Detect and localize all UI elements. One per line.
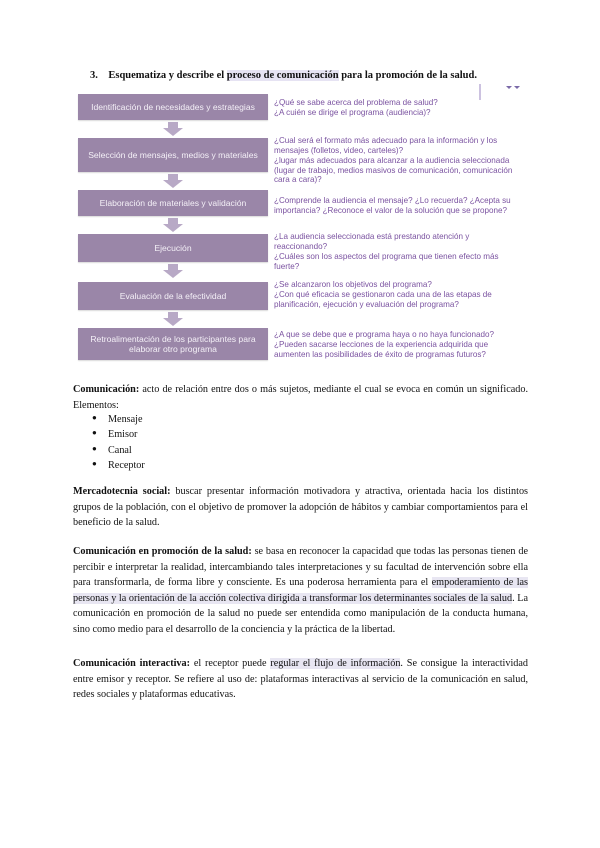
stage-questions-5: ¿Se alcanzaron los objetivos del programa? ¿Con qué eficacia se gestionaron cada una de las etapas de planificación, ejecución y evaluación del programa? [274,280,492,309]
promocion-paragraph [73,544,528,637]
interactiva-term: Comunicación interactiva: [73,658,190,669]
down-arrow-icon [163,218,183,232]
stage-box-2: Selección de mensajes, medios y materiales [78,138,268,172]
stage-box-3: Elaboración de materiales y validación [78,190,268,216]
stage-questions-1: ¿Qué se sabe acerca del problema de salud? ¿A cuién se dirige el programa (audiencia)? [274,98,438,117]
promocion-highlight: empoderamiento de las personas y la orientación de la acción colectiva dirigida a transformar los determinantes sociales de la salud [73,577,529,604]
interactiva-text-2: . Se consigue la interactividad entre emisor y receptor. Se refiere al uso de: plataformas interactivas al servicio de la comunicación en salud, redes sociales y plataformas educativas. [73,658,528,700]
comunicacion-paragraph [73,382,528,413]
interactiva-highlight: regular el flujo de información [270,658,401,669]
stage-box-1: Identificación de necesidades y estrategias [78,94,268,120]
interactiva-paragraph [73,656,528,703]
list-item: ● Emisor [92,427,145,442]
section-heading [90,70,477,81]
mercadotecnia-term: Mercadotecnia social: [73,486,171,497]
stage-questions-2: ¿Cual será el formato más adecuado para la información y los mensajes (folletos, video, carteles)? ¿lugar más adecuados para alcanzar a la audiencia seleccionada (lugar de trabajo, medios masivos de comunicación, comunicación cara a cara)? [274,136,513,185]
down-arrow-icon [163,264,183,278]
stage-box-6: Retroalimentación de los participantes para elaborar otro programa [78,328,268,360]
down-arrow-icon [163,312,183,326]
down-arrow-icon [163,122,183,136]
elements-list [92,412,145,473]
list-item: ● Receptor [92,458,145,473]
promocion-term: Comunicación en promoción de la salud: [73,546,252,557]
heading-post: para la promoción de la salud. [338,70,477,81]
heading-number: 3. [90,70,98,81]
interactiva-text-1: el receptor puede [190,658,271,669]
list-item: ● Canal [92,443,145,458]
communication-process-diagram [78,92,518,362]
comunicacion-text: acto de relación entre dos o más sujetos, mediante el cual se evoca en común un significado. Elementos: [73,384,528,411]
promocion-text-2: . La comunicación en promoción de la salud no puede ser entendida como manipulación de la conducta humana, sino como medio para el desarrollo de la conciencia y la práctica de la libertad. [73,592,528,635]
promocion-text-1: se basa en reconocer la capacidad que todas las personas tienen de percibir e interpretar la realidad, intercambiando tales interpretaciones y su facultad de intervención sobre ella para transformarla, de forma libre y consciente. Es una poderosa herramienta para el [73,546,528,588]
stage-box-4: Ejecución [78,234,268,262]
stage-questions-4: ¿La audiencia seleccionada está prestando atención y reaccionando? ¿Cuáles son los aspectos del programa que tienen efecto más fuerte? [274,232,499,271]
comunicacion-term: Comunicación: [73,384,140,395]
stage-box-5: Evaluación de la efectividad [78,282,268,310]
stage-questions-3: ¿Comprende la audiencia el mensaje? ¿Lo recuerda? ¿Acepta su importancia? ¿Reconoce el valor de la solución que se propone? [274,196,511,215]
list-item: ● Mensaje [92,412,145,427]
down-arrow-icon [163,174,183,188]
heading-pre: Esquematiza y describe el [108,70,227,81]
mercadotecnia-paragraph [73,484,528,531]
stage-questions-6: ¿A que se debe que e programa haya o no haya funcionado? ¿Pueden sacarse lecciones de la experiencia adquirida que aumenten las posibilidades de éxito de programas futuros? [274,330,495,359]
heading-highlight: proceso de comunicación [226,70,339,81]
mercadotecnia-text: buscar presentar información motivadora y atractiva, orientada hacia los distintos grupos de la población, con el objetivo de promover la adopción de hábitos y cambiar comportamientos para el beneficio de la salud. [73,486,528,528]
